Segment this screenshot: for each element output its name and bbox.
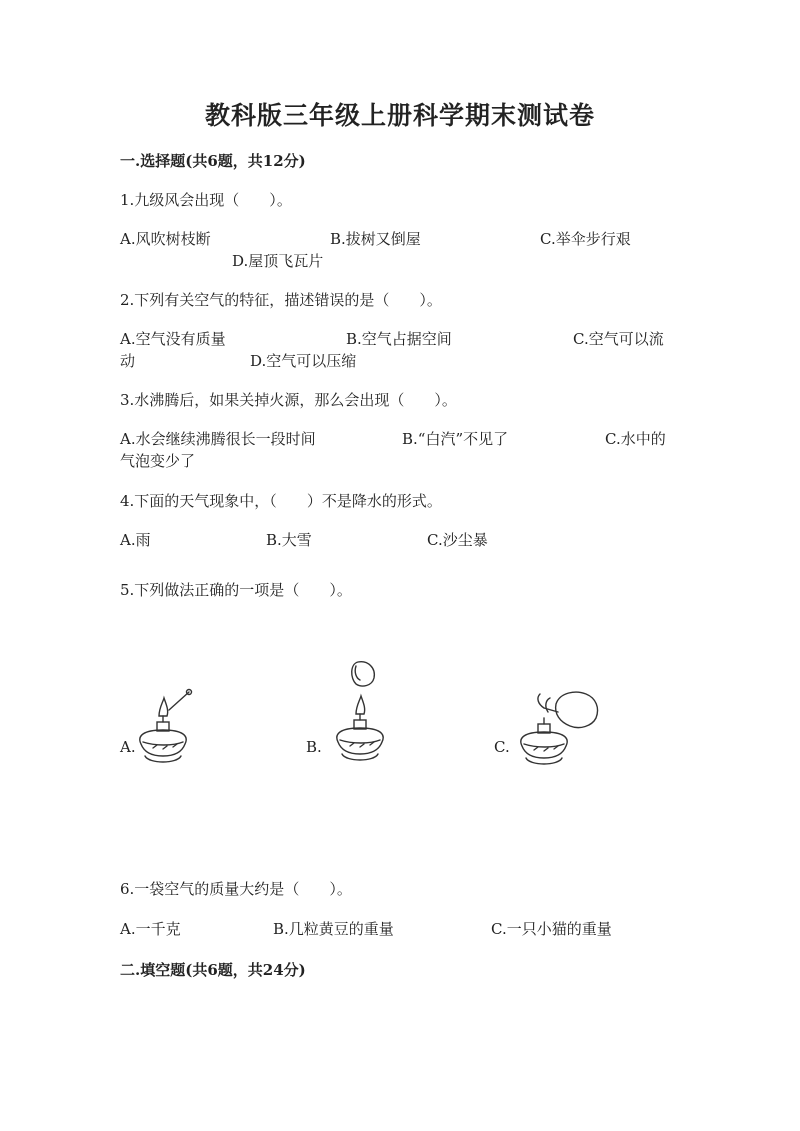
section-heading-choice: 一.选择题(共6题，共12分) bbox=[120, 152, 306, 170]
question-3-option-b: B.“白汽”不见了 bbox=[402, 430, 509, 448]
question-2-option-c-cont: 动 bbox=[120, 352, 136, 370]
question-3-option-a: A.水会继续沸腾很长一段时间 bbox=[120, 430, 316, 448]
section-heading-fill-in: 二.填空题(共6题，共24分) bbox=[120, 961, 306, 979]
question-6-option-a: A.一千克 bbox=[120, 920, 181, 938]
question-4-stem: 4.下面的天气现象中，（ ）不是降水的形式。 bbox=[120, 492, 442, 510]
question-4-option-b: B.大雪 bbox=[266, 531, 312, 549]
question-2-option-c: C.空气可以流 bbox=[573, 330, 664, 348]
page-title: 教科版三年级上册科学期末测试卷 bbox=[204, 101, 595, 130]
alcohol-lamp-lit-from-another-lamp-icon bbox=[514, 686, 606, 776]
question-4-option-c: C.沙尘暴 bbox=[427, 531, 488, 549]
question-1-option-a: A.风吹树枝断 bbox=[120, 230, 211, 248]
question-2-stem: 2.下列有关空气的特征，描述错误的是（ ）。 bbox=[120, 291, 442, 309]
alcohol-lamp-lit-by-match-icon bbox=[133, 686, 195, 770]
question-5-option-c: C. bbox=[494, 738, 510, 756]
question-4-option-a: A.雨 bbox=[120, 531, 151, 549]
question-6-option-b: B.几粒黄豆的重量 bbox=[273, 920, 394, 938]
question-5-stem: 5.下列做法正确的一项是（ ）。 bbox=[120, 581, 352, 599]
question-1-option-b: B.拔树又倒屋 bbox=[330, 230, 421, 248]
question-2-option-b: B.空气占据空间 bbox=[346, 330, 452, 348]
question-5-option-b: B. bbox=[306, 738, 322, 756]
question-2-option-a: A.空气没有质量 bbox=[120, 330, 226, 348]
question-5-option-a: A. bbox=[120, 738, 136, 756]
question-2-option-d: D.空气可以压缩 bbox=[250, 352, 357, 370]
question-1-stem: 1.九级风会出现（ ）。 bbox=[120, 191, 292, 209]
question-6-stem: 6.一袋空气的质量大约是（ ）。 bbox=[120, 880, 352, 898]
question-1-option-d: D.屋顶飞瓦片 bbox=[232, 252, 324, 270]
question-3-stem: 3.水沸腾后，如果关掉火源，那么会出现（ ）。 bbox=[120, 391, 457, 409]
question-3-option-c-cont: 气泡变少了 bbox=[120, 452, 196, 470]
question-1-option-c: C.举伞步行艰 bbox=[540, 230, 631, 248]
alcohol-lamp-with-cap-above-icon bbox=[328, 658, 392, 770]
question-6-option-c: C.一只小猫的重量 bbox=[491, 920, 612, 938]
question-3-option-c: C.水中的 bbox=[605, 430, 666, 448]
